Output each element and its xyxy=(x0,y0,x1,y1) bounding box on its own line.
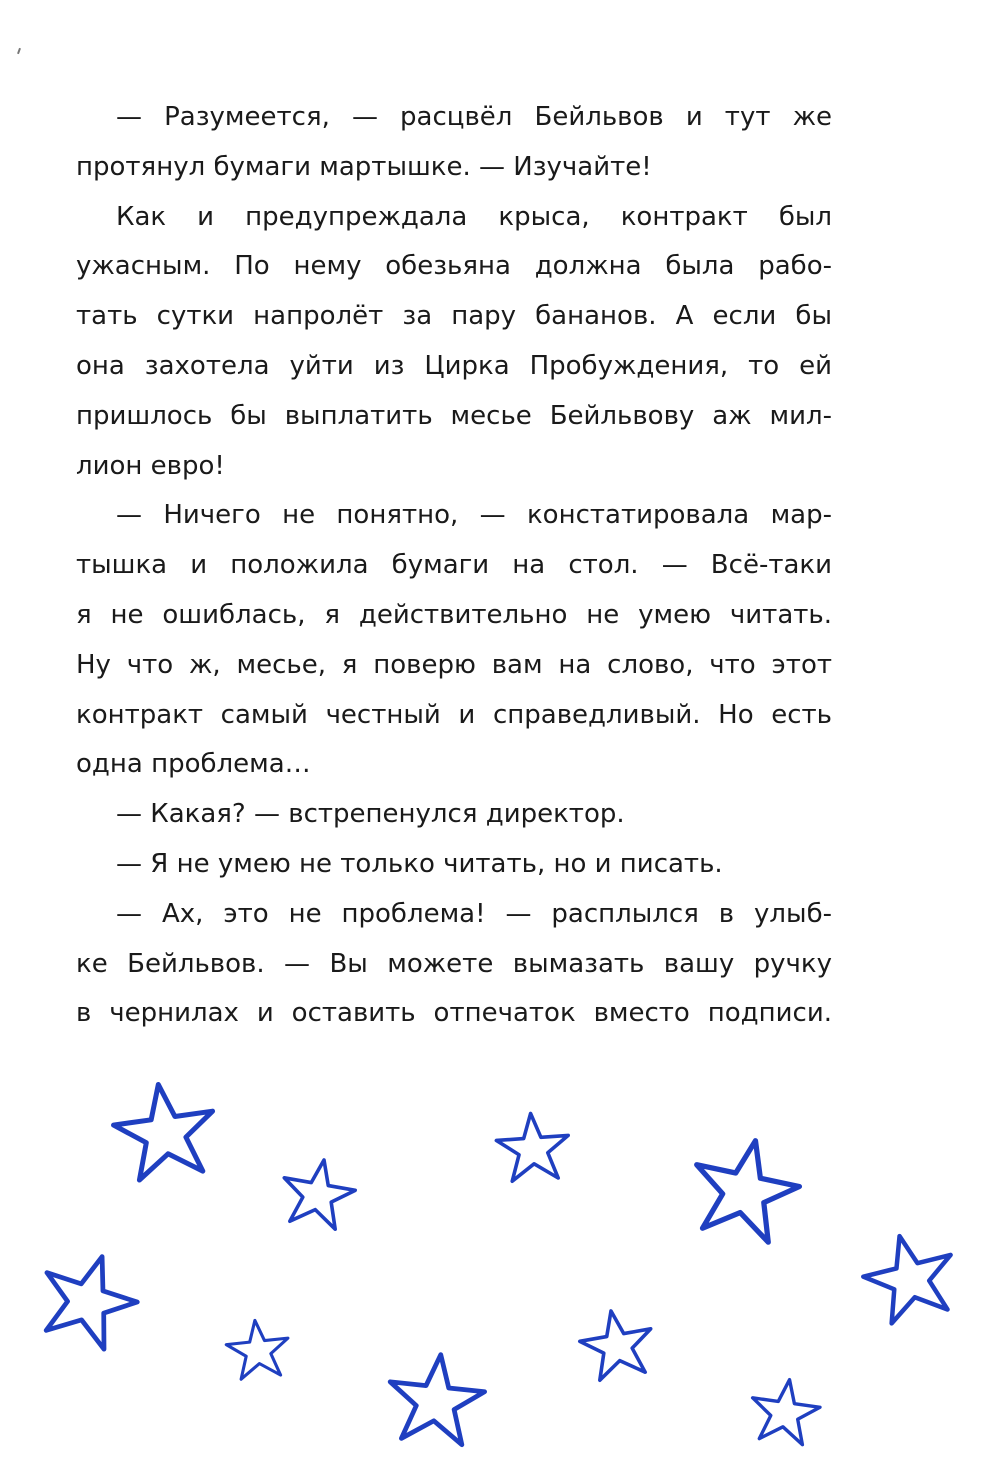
text-line: — Ничего не понятно, — констатировала мар- xyxy=(116,500,832,531)
stars-decoration xyxy=(0,1060,1000,1466)
scan-speck xyxy=(17,48,21,54)
page-text xyxy=(76,93,832,1039)
hand-drawn-star-icon xyxy=(576,1305,658,1383)
hand-drawn-star-icon xyxy=(30,1242,147,1354)
hand-drawn-star-icon xyxy=(684,1130,807,1246)
text-line: пришлось бы выплатить месье Бейльвову аж мил- xyxy=(76,400,832,431)
hand-drawn-star-icon xyxy=(495,1111,571,1182)
text-line: Ну что ж, месье, я поверю вам на слово, что этот xyxy=(76,649,832,680)
text-line: одна проблема… xyxy=(76,749,311,780)
hand-drawn-star-icon xyxy=(856,1225,963,1327)
text-line: тать сутки напролёт за пару бананов. А если бы xyxy=(76,301,832,332)
hand-drawn-star-icon xyxy=(277,1154,359,1232)
text-line: — Ах, это не проблема! — расплылся в улыб- xyxy=(116,898,832,929)
text-line: она захотела уйти из Цирка Пробуждения, то ей xyxy=(76,350,832,381)
hand-drawn-star-icon xyxy=(747,1375,823,1446)
text-line: тышка и положила бумаги на стол. — Всё-таки xyxy=(76,550,832,581)
text-line: в чернилах и оставить отпечаток вместо подписи. xyxy=(76,998,832,1029)
hand-drawn-star-icon xyxy=(384,1350,488,1447)
text-line: — Разумеется, — расцвёл Бейльвов и тут же xyxy=(116,102,832,132)
text-line: я не ошиблась, я действительно не умею читать. xyxy=(76,599,832,630)
text-line: ужасным. По нему обезьяна должна была рабо- xyxy=(76,251,832,282)
hand-drawn-star-icon xyxy=(109,1078,221,1183)
text-line: — Я не умею не только читать, но и писать. xyxy=(116,848,723,879)
text-line: контракт самый честный и справедливый. Но есть xyxy=(76,699,832,730)
text-line: — Какая? — встрепенулся директор. xyxy=(116,799,625,830)
hand-drawn-star-icon xyxy=(224,1317,292,1380)
text-line: протянул бумаги мартышке. — Изучайте! xyxy=(76,151,652,182)
text-line: Как и предупреждала крыса, контракт был xyxy=(116,201,832,232)
text-line: лион евро! xyxy=(76,450,225,481)
text-line: ке Бейльвов. — Вы можете вымазать вашу ручку xyxy=(76,948,832,979)
